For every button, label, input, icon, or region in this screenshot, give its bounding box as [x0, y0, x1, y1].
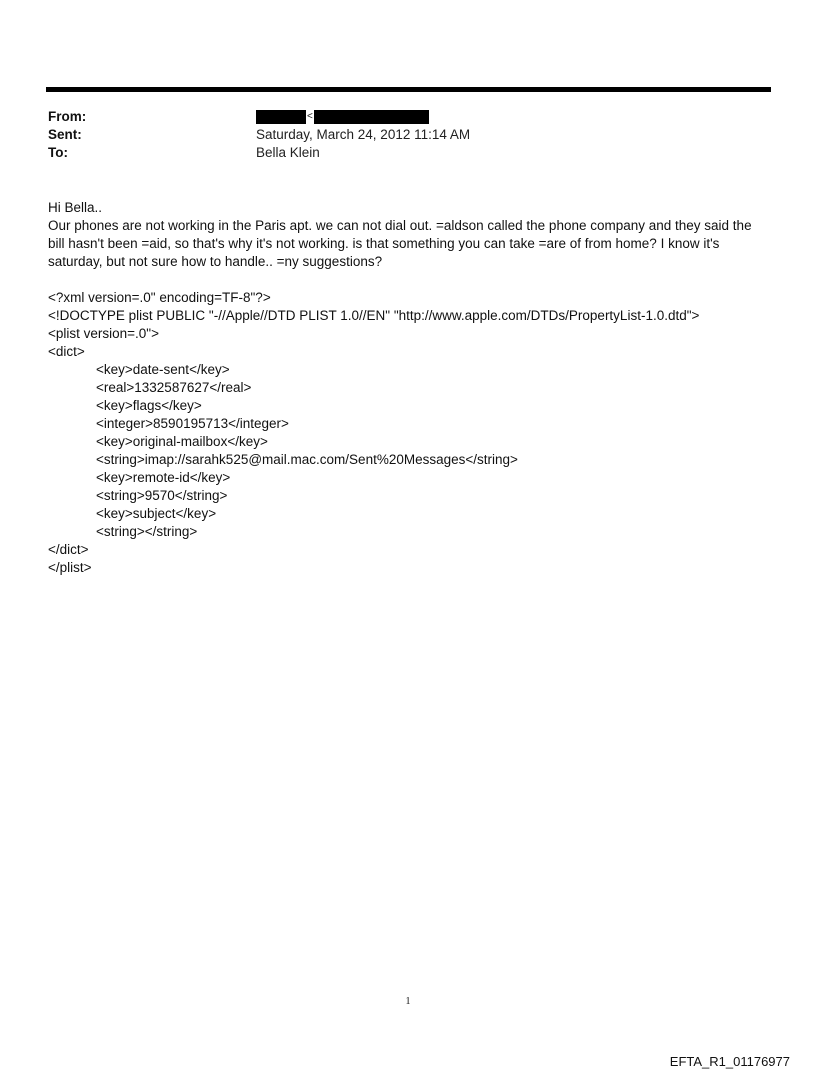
plist-dict-entries: [48, 361, 768, 541]
plist-line: <!DOCTYPE plist PUBLIC "-//Apple//DTD PLIST 1.0//EN" "http://www.apple.com/DTDs/PropertyList-1.0.dtd">: [48, 308, 700, 323]
page-number: 1: [405, 996, 411, 1007]
plist-line: <?xml version=.0" encoding=TF-8"?>: [48, 290, 271, 305]
from-value: [256, 108, 429, 126]
plist-line: <plist version=.0">: [48, 326, 159, 341]
greeting: Hi Bella..: [48, 200, 103, 215]
dict-line: <key>flags</key>: [96, 398, 202, 413]
redaction-block: [314, 110, 429, 124]
email-body: [48, 199, 768, 577]
from-row: [48, 108, 748, 126]
redaction-block: [256, 110, 306, 124]
sent-value: Saturday, March 24, 2012 11:14 AM: [256, 127, 471, 142]
dict-line: <real>1332587627</real>: [96, 380, 252, 395]
dict-line: <key>date-sent</key>: [96, 362, 230, 377]
to-label: To:: [48, 145, 68, 160]
dict-line: <string></string>: [96, 524, 198, 539]
dict-line: <key>original-mailbox</key>: [96, 434, 268, 449]
dict-line: <key>remote-id</key>: [96, 470, 231, 485]
to-value: Bella Klein: [256, 145, 320, 160]
document-id: EFTA_R1_01176977: [669, 1054, 790, 1069]
spacer: [48, 271, 768, 289]
plist-line: </plist>: [48, 560, 92, 575]
dict-line: <string>9570</string>: [96, 488, 228, 503]
from-separator: <: [307, 111, 313, 123]
plist-line: <dict>: [48, 344, 85, 359]
dict-line: <integer>8590195713</integer>: [96, 416, 289, 431]
email-header: [48, 108, 748, 162]
sent-label: Sent:: [48, 127, 82, 142]
header-rule: [46, 87, 771, 92]
plist-closing: [48, 541, 768, 577]
from-label: From:: [48, 109, 87, 124]
plist-header: [48, 289, 768, 361]
to-row: [48, 144, 748, 162]
message-paragraph: Our phones are not working in the Paris apt. we can not dial out. =aldson called the phone company and they said the bill hasn't been =aid, so that's why it's not working. is that something you can take =are of from home? I know it's saturday, but not sure how to handle.. =ny suggestions?: [48, 218, 752, 269]
dict-line: <key>subject</key>: [96, 506, 217, 521]
sent-row: [48, 126, 748, 144]
dict-line: <string>imap://sarahk525@mail.mac.com/Sent%20Messages</string>: [96, 452, 518, 467]
plist-line: </dict>: [48, 542, 89, 557]
